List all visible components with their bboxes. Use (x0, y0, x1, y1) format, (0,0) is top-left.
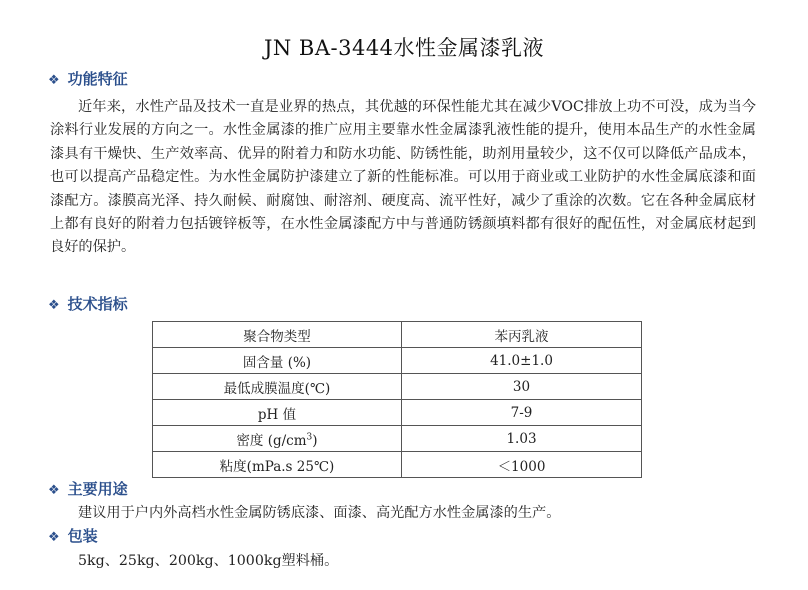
spec-value: 30 (402, 374, 642, 400)
features-heading-label: 功能特征 (67, 70, 128, 88)
spec-value: 1.03 (402, 426, 642, 452)
spec-value: 7-9 (402, 400, 642, 426)
features-paragraph: 近年来，水性产品及技术一直是业界的热点，其优越的环保性能尤其在减少VOC排放上功不可没，成为当今涂料行业发展的方向之一。水性金属漆的推广应用主要靠水性金属漆乳液性能的提升，使用本品生产的水性金属漆具有干燥快、生产效率高、优异的附着力和防水功能、防锈性能，助剂用量较少，这不仅可以降低产品成本，也可以提高产品稳定性。为水性金属防护漆建立了新的性能标准。可以用于商业或工业防护的水性金属底漆和面漆配方。漆膜高光泽、持久耐候、耐腐蚀、耐溶剂、硬度高、流平性好，减少了重涂的次数。它在各种金属底材上都有良好的附着力包括镀锌板等，在水性金属漆配方中与普通防锈颜填料都有很好的配伍性，对金属底材起到良好的保护。 (50, 99, 756, 256)
spec-label: 聚合物类型 (153, 322, 402, 348)
table-row (153, 322, 642, 348)
spec-value: 苯丙乳液 (402, 322, 642, 348)
table-row (153, 374, 642, 400)
section-heading-features (48, 68, 128, 90)
density-label-main: 密度 (g/cm (236, 432, 307, 449)
diamond-icon: ❖ (48, 73, 60, 88)
section-heading-specs (48, 293, 128, 315)
table-row (153, 400, 642, 426)
table-row (153, 348, 642, 374)
spec-label: pH 值 (153, 400, 402, 426)
packaging-heading-label: 包装 (67, 527, 98, 545)
spec-label (153, 426, 402, 452)
diamond-icon: ❖ (48, 298, 60, 313)
spec-label: 最低成膜温度(℃) (153, 374, 402, 400)
packaging-paragraph: 5kg、25kg、200kg、1000kg塑料桶。 (78, 553, 339, 569)
diamond-icon: ❖ (48, 530, 60, 545)
density-label-sup: 3 (306, 432, 313, 442)
density-label-end: ) (312, 432, 318, 449)
diamond-icon: ❖ (48, 483, 60, 498)
spec-value: ＜1000 (402, 452, 642, 478)
spec-table (152, 321, 642, 478)
spec-label: 固含量 (%) (153, 348, 402, 374)
specs-heading-label: 技术指标 (67, 295, 128, 313)
section-heading-packaging (48, 525, 98, 547)
usage-heading-label: 主要用途 (67, 480, 128, 498)
spec-label: 粘度(mPa.s 25℃) (153, 452, 402, 478)
table-row (153, 452, 642, 478)
section-heading-usage (48, 478, 128, 500)
usage-paragraph: 建议用于户内外高档水性金属防锈底漆、面漆、高光配方水性金属漆的生产。 (78, 505, 561, 521)
document-title: JN BA-3444水性金属漆乳液 (263, 36, 545, 60)
table-row (153, 426, 642, 452)
spec-value: 41.0±1.0 (402, 348, 642, 374)
